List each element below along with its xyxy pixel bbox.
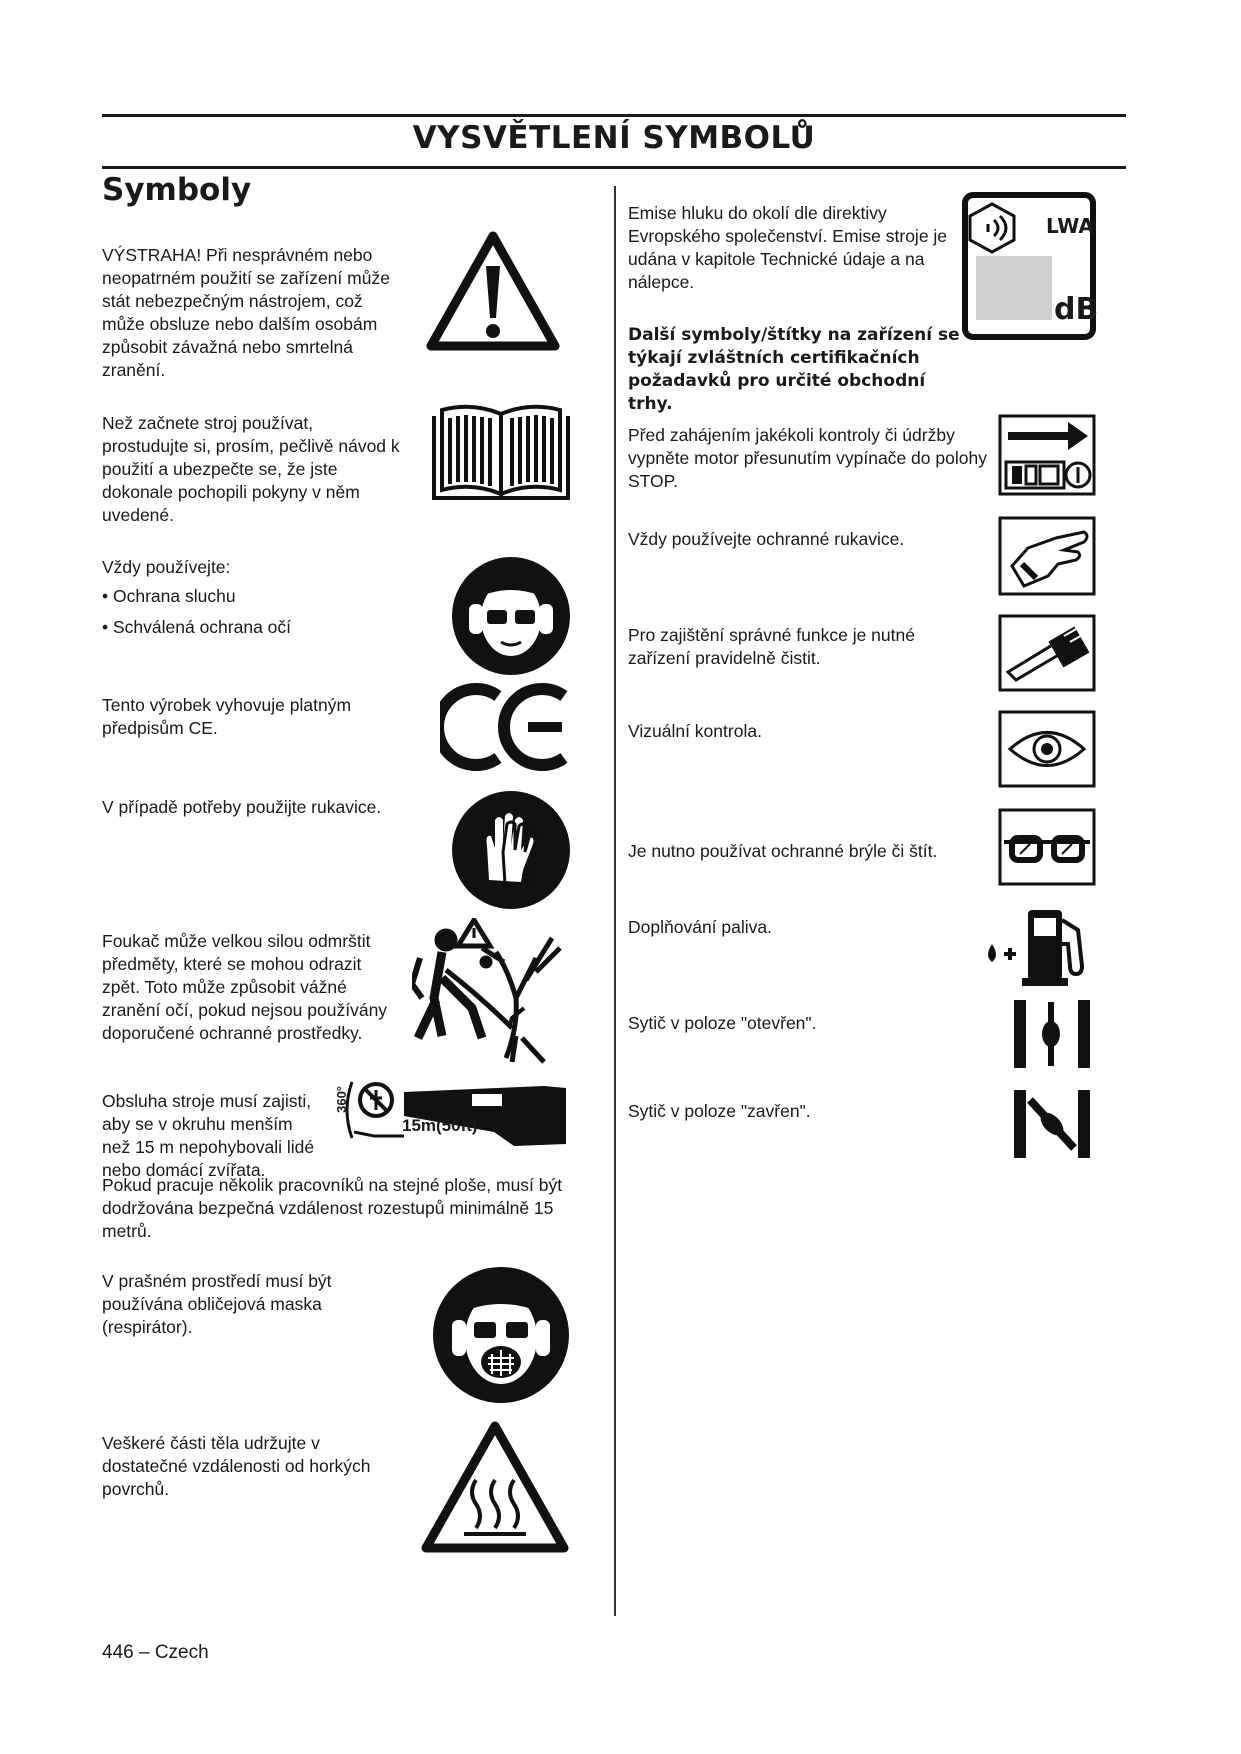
choke-closed-icon — [1012, 1088, 1092, 1160]
certification-note: Další symboly/štítky na zařízení se týkají zvláštních certifikačních požadavků pro určité obchodní trhy. — [628, 325, 960, 414]
header-rule-bottom — [102, 166, 1126, 169]
page-footer: 446 – Czech — [102, 1642, 209, 1663]
protective-gloves-text: Vždy používejte ochranné rukavice. — [628, 529, 905, 549]
engine-stop-icon — [998, 414, 1096, 496]
ce-text: Tento výrobek vyhovuje platným předpisům CE. — [102, 695, 352, 738]
eye-icon — [998, 710, 1096, 788]
safety-glasses-icon — [998, 808, 1096, 886]
cleaning-brush-icon — [998, 614, 1096, 692]
distance-text-2: Pokud pracuje několik pracovníků na stejné ploše, musí být dodržována bezpečná vzdálenost rozestupů minimálně 15 metrů. — [102, 1175, 563, 1241]
warning-triangle-icon — [425, 230, 561, 352]
refuel-text: Doplňování paliva. — [628, 917, 772, 937]
choke-open-text: Sytič v poloze "otevřen". — [628, 1013, 817, 1033]
noise-emission-icon — [962, 192, 1099, 340]
ce-mark-icon — [440, 682, 570, 772]
stop-text: Před zahájením jakékoli kontroly či údržby vypněte motor přesunutím vypínače do polohy STOP. — [628, 425, 987, 491]
respirator-icon — [432, 1266, 570, 1404]
distance-icon-label: 15m(50ft) — [402, 1116, 478, 1135]
noise-icon-lwa: LWA — [1046, 214, 1094, 238]
hot-surface-text: Veškeré části těla udržujte v dostatečné vzdálenosti od horkých povrchů. — [102, 1433, 371, 1499]
distance-text: Obsluha stroje musí zajisti, aby se v okruhu menším než 15 m nepohybovali lidé nebo domácí zvířata. — [102, 1091, 315, 1180]
hot-surface-icon — [420, 1420, 570, 1556]
noise-text: Emise hluku do okolí dle direktivy Evropského společenství. Emise stroje je udána v kapitole Technické údaje a na nálepce. — [628, 203, 948, 292]
distance-angle-label: 360° — [334, 1086, 349, 1113]
ppe-intro: Vždy používejte: — [102, 557, 231, 577]
visual-check-text: Vizuální kontrola. — [628, 721, 762, 741]
choke-open-icon — [1012, 998, 1092, 1070]
cleaning-text: Pro zajištění správné funkce je nutné zařízení pravidelně čistit. — [628, 625, 915, 668]
manual-text: Než začnete stroj používat, prostudujte si, prosím, pečlivě návod k použití a ubezpečte se, že jste dokonale pochopili pokyny v něm uvedené. — [102, 413, 400, 525]
goggles-text: Je nutno používat ochranné brýle či štít. — [628, 841, 938, 861]
ppe-item-eyes: • Schválená ochrana očí — [102, 617, 292, 637]
blower-text: Foukač může velkou silou odmrštit předměty, které se mohou odrazit zpět. Toto může způsobit vážné zranění očí, pokud nejsou používány doporučené ochranné prostředky. — [102, 931, 388, 1043]
header-rule-top — [102, 114, 1126, 117]
glove-icon — [998, 516, 1096, 596]
ear-eye-protection-icon — [451, 556, 571, 676]
fuel-pump-icon — [982, 904, 1098, 988]
gloves-circle-icon — [451, 790, 571, 910]
safety-distance-icon — [334, 1076, 574, 1164]
choke-closed-text: Sytič v poloze "zavřen". — [628, 1101, 811, 1121]
ppe-block — [102, 556, 402, 647]
noise-icon-db: dB — [1054, 292, 1099, 327]
gloves-text: V případě potřeby použijte rukavice. — [102, 797, 382, 817]
ppe-item-hearing: • Ochrana sluchu — [102, 586, 236, 606]
page-title: VYSVĚTLENÍ SYMBOLŮ — [412, 120, 816, 156]
blower-deflection-icon — [412, 918, 572, 1064]
column-divider — [614, 186, 616, 1616]
warning-text: VÝSTRAHA! Při nesprávném nebo neopatrném použití se zařízení může stát nebezpečným nástrojem, což může obsluze nebo dalším osobám způsobit závažná nebo smrtelná zranění. — [102, 245, 390, 380]
mask-text: V prašném prostředí musí být používána obličejová maska (respirátor). — [102, 1271, 332, 1337]
section-title: Symboly — [102, 172, 252, 208]
manual-book-icon — [430, 402, 572, 502]
